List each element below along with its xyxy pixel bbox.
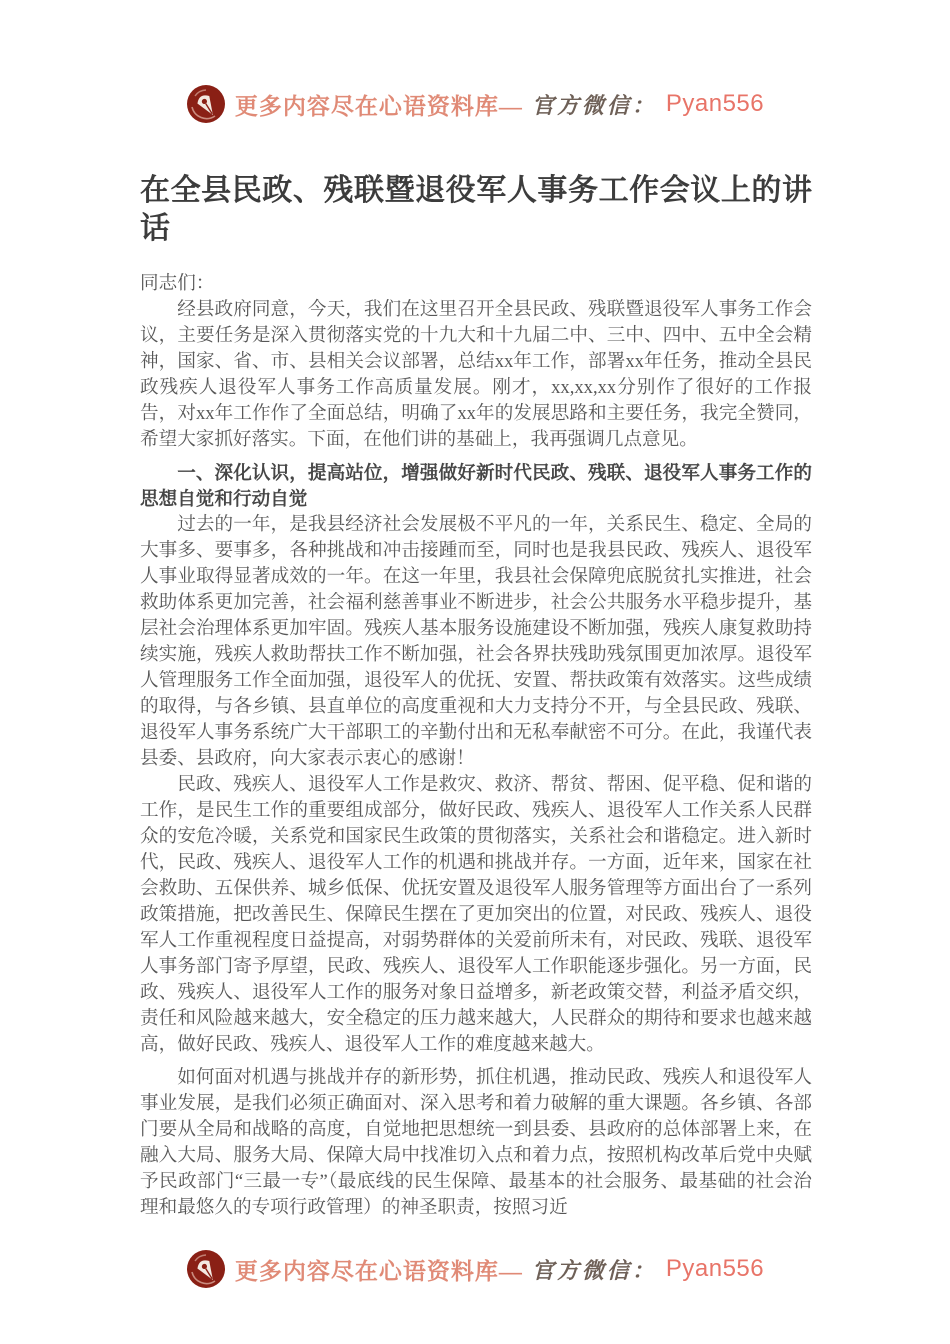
watermark-wechat-id: Pyan556: [665, 1255, 765, 1282]
section-heading: 一、深化认识，提高站位，增强做好新时代民政、残联、退役军人事务工作的思想自觉和行动自觉: [140, 462, 812, 509]
paragraph: 经县政府同意，今天，我们在这里召开全县民政、残联暨退役军人事务工作会议，主要任务是深入贯彻落实党的十九大和十九届二中、三中、四中、五中全会精神，国家、省、市、县相关会议部署，总结xx年工作，部署xx年任务，推动全县民政残疾人退役军人事务工作高质量发展。刚才，xx,xx,xx分别作了很好的工作报告，对xx年工作作了全面总结，明确了xx年的发展思路和主要任务，我完全赞同，希望大家抓好落实。下面，在他们讲的基础上，我再强调几点意见。: [140, 299, 812, 450]
document-title: 在全县民政、残联暨退役军人事务工作会议上的讲话: [140, 174, 812, 245]
footer-watermark: [0, 1247, 950, 1291]
paragraph: 过去的一年，是我县经济社会发展极不平凡的一年，关系民生、稳定、全局的大事多、要事多，各种挑战和冲击接踵而至，同时也是我县民政、残疾人、退役军人事业取得显著成效的一年。在这一年里，我县社会保障兜底脱贫扎实推进，社会救助体系更加完善，社会福利慈善事业不断进步，社会公共服务水平稳步提升，基层社会治理体系更加牢固。残疾人基本服务设施建设不断加强，残疾人康复救助持续实施，残疾人救助帮扶工作不断加强，社会各界扶残助残氛围更加浓厚。退役军人管理服务工作全面加强，退役军人的优抚、安置、帮扶政策有效落实。这些成绩的取得，与各乡镇、县直单位的高度重视和大力支持分不开，与全县民政、残联、退役军人事务系统广大干部职工的辛勤付出和无私奉献密不可分。在此，我谨代表县委、县政府，向大家表示衷心的感谢！: [140, 514, 812, 769]
paragraph: 如何面对机遇与挑战并存的新形势，抓住机遇，推动民政、残疾人和退役军人事业发展，是我们必须正确面对、深入思考和着力破解的重大课题。各乡镇、各部门要从全局和战略的高度，自觉地把思想统一到县委、县政府的总体部署上来，在融入大局、服务大局、保障大局中找准切入点和着力点，按照机构改革后党中央赋予民政部门“三最一专”（最底线的民生保障、最基本的社会服务、最基础的社会治理和最悠久的专项行政管理）的神圣职责，按照习近: [140, 1067, 812, 1218]
salutation: 同志们：: [140, 273, 215, 294]
watermark-wechat-id: Pyan556: [665, 90, 765, 117]
document-body: [140, 271, 812, 1221]
watermark-text: 更多内容尽在心语资料库—: [234, 1258, 523, 1284]
watermark-wechat-label: 官方微信：: [531, 92, 657, 119]
pen-logo-icon: [186, 84, 226, 124]
watermark-text: 更多内容尽在心语资料库—: [234, 93, 523, 119]
paragraph: 民政、残疾人、退役军人工作是救灾、救济、帮贫、帮困、促平稳、促和谐的工作，是民生工作的重要组成部分，做好民政、残疾人、退役军人工作关系人民群众的安危冷暖，关系党和国家民生政策的贯彻落实，关系社会和谐稳定。进入新时代，民政、残疾人、退役军人工作的机遇和挑战并存。一方面，近年来，国家在社会救助、五保供养、城乡低保、优抚安置及退役军人服务管理等方面出台了一系列政策措施，把改善民生、保障民生摆在了更加突出的位置，对民政、残疾人、退役军人工作重视程度日益提高，对弱势群体的关爱前所未有，对民政、残联、退役军人事务部门寄予厚望，民政、残疾人、退役军人工作职能逐步强化。另一方面，民政、残疾人、退役军人工作的服务对象日益增多，新老政策交替，利益矛盾交织，责任和风险越来越大，安全稳定的压力越来越大，人民群众的期待和要求也越来越高，做好民政、残疾人、退役军人工作的难度越来越大。: [140, 774, 812, 1055]
watermark-wechat-label: 官方微信：: [531, 1257, 657, 1284]
header-watermark: [0, 0, 950, 126]
pen-logo-icon: [186, 1249, 226, 1289]
